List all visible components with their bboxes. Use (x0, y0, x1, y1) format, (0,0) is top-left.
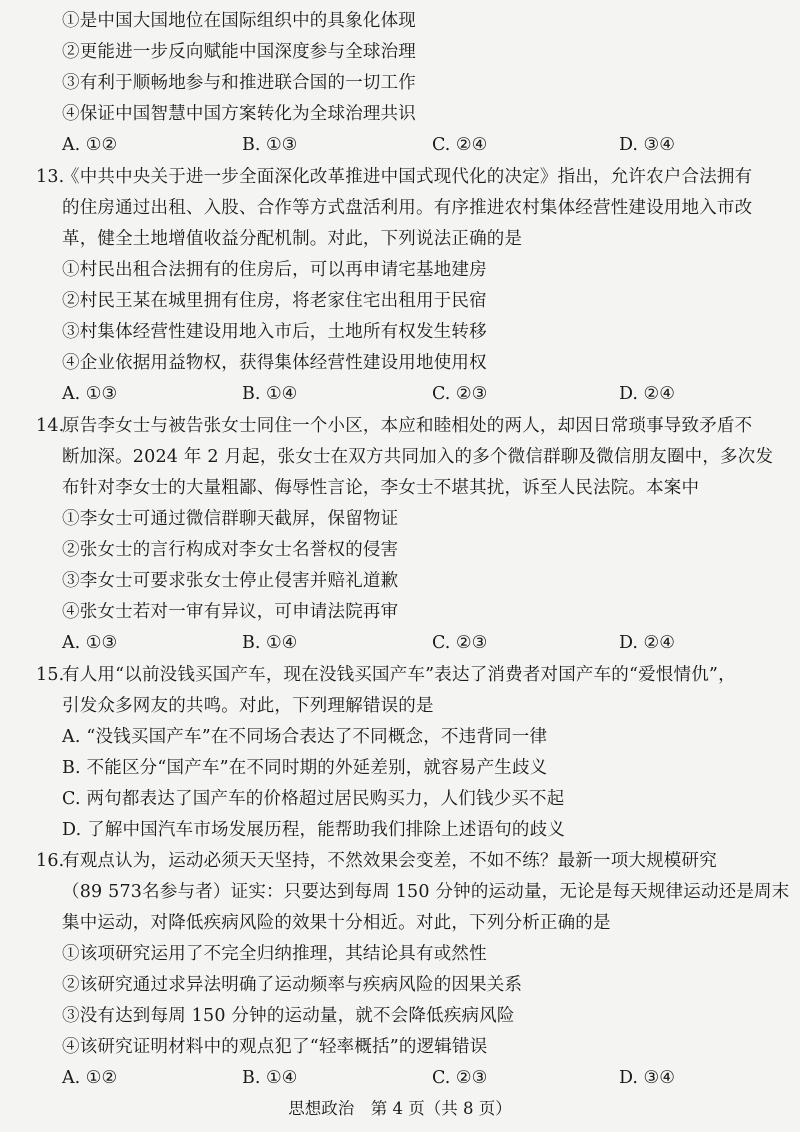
q14-option-1: ①李女士可通过微信群聊天截屏，保留物证 (62, 509, 399, 529)
q13-stem-line-1: 13.《中共中央关于进一步全面深化改革推进中国式现代化的决定》指出，允许农户合法拥有 (36, 167, 753, 187)
q15-option-c[interactable]: C. 两句都表达了国产车的价格超过居民购买力，人们钱少买不起 (62, 789, 565, 809)
q13-option-3: ③村集体经营性建设用地入市后，土地所有权发生转移 (62, 322, 487, 342)
q13-option-2: ②村民王某在城里拥有住房，将老家住宅出租用于民宿 (62, 291, 487, 311)
q12-option-1: ①是中国大国地位在国际组织中的具象化体现 (62, 11, 416, 31)
q14-choice-d[interactable]: D. ②④ (619, 633, 675, 653)
q16-choice-c[interactable]: C. ②③ (432, 1068, 488, 1088)
q14-choice-a[interactable]: A. ①③ (62, 633, 118, 653)
q16-choices (62, 1066, 762, 1090)
q12-option-4: ④保证中国智慧中国方案转化为全球治理共识 (62, 104, 416, 124)
q14-option-3: ③李女士可要求张女士停止侵害并赔礼道歉 (62, 571, 399, 591)
q15-option-d[interactable]: D. 了解中国汽车市场发展历程，能帮助我们排除上述语句的歧义 (62, 820, 566, 840)
q15-number: 15. (36, 665, 65, 685)
page-footer: 思想政治 第 4 页（共 8 页） (288, 1099, 512, 1118)
q12-choice-a[interactable]: A. ①② (62, 135, 118, 155)
q13-choice-a[interactable]: A. ①③ (62, 384, 118, 404)
q13-number: 13. (36, 167, 65, 187)
q12-choices (62, 133, 762, 157)
q13-choice-b[interactable]: B. ①④ (242, 384, 298, 404)
q16-stem-line-3: 集中运动，对降低疾病风险的效果十分相近。对此，下列分析正确的是 (62, 913, 611, 933)
q12-choice-d[interactable]: D. ③④ (619, 135, 675, 155)
q13-choices (62, 382, 762, 406)
q16-option-3: ③没有达到每周 150 分钟的运动量，就不会降低疾病风险 (62, 1006, 515, 1026)
q14-option-2: ②张女士的言行构成对李女士名誉权的侵害 (62, 540, 399, 560)
q16-choice-d[interactable]: D. ③④ (619, 1068, 675, 1088)
q14-stem-line-2: 断加深。2024 年 2 月起，张女士在双方共同加入的多个微信群聊及微信朋友圈中，多次发 (62, 447, 774, 467)
q15-stem-line-1: 15.有人用“以前没钱买国产车，现在没钱买国产车”表达了消费者对国产车的“爱恨情仇”， (36, 665, 736, 685)
q12-option-3: ③有利于顺畅地参与和推进联合国的一切工作 (62, 73, 416, 93)
q13-choice-d[interactable]: D. ②④ (619, 384, 675, 404)
q13-option-1: ①村民出租合法拥有的住房后，可以再申请宅基地建房 (62, 260, 487, 280)
q16-option-4: ④该研究证明材料中的观点犯了“轻率概括”的逻辑错误 (62, 1037, 488, 1057)
q13-option-4: ④企业依据用益物权，获得集体经营性建设用地使用权 (62, 353, 487, 373)
q13-stem-line-3: 革，健全土地增值收益分配机制。对此，下列说法正确的是 (62, 229, 523, 249)
q12-choice-b[interactable]: B. ①③ (242, 135, 298, 155)
q13-choice-c[interactable]: C. ②③ (432, 384, 488, 404)
q14-choices (62, 631, 762, 655)
q14-choice-b[interactable]: B. ①④ (242, 633, 298, 653)
q15-stem-line-2: 引发众多网友的共鸣。对此，下列理解错误的是 (62, 696, 434, 716)
q16-option-2: ②该研究通过求异法明确了运动频率与疾病风险的因果关系 (62, 975, 523, 995)
q12-choice-c[interactable]: C. ②④ (432, 135, 488, 155)
q15-option-b[interactable]: B. 不能区分“国产车”在不同时期的外延差别，就容易产生歧义 (62, 758, 548, 778)
q12-option-2: ②更能进一步反向赋能中国深度参与全球治理 (62, 42, 416, 62)
q15-option-a[interactable]: A. “没钱买国产车”在不同场合表达了不同概念，不违背同一律 (62, 727, 548, 747)
q16-stem-line-2: （89 573名参与者）证实：只要达到每周 150 分钟的运动量，无论是每天规律运动还是周末 (62, 882, 790, 902)
q14-choice-c[interactable]: C. ②③ (432, 633, 488, 653)
q16-choice-b[interactable]: B. ①④ (242, 1068, 298, 1088)
q14-number: 14. (36, 416, 65, 436)
q14-stem-line-3: 布针对李女士的大量粗鄙、侮辱性言论，李女士不堪其扰，诉至人民法院。本案中 (62, 478, 700, 498)
q16-number: 16. (36, 851, 65, 871)
q14-stem-line-1: 14.原告李女士与被告张女士同住一个小区，本应和睦相处的两人，却因日常琐事导致矛盾不 (36, 416, 753, 436)
q13-stem-line-2: 的住房通过出租、入股、合作等方式盘活利用。有序推进农村集体经营性建设用地入市改 (62, 198, 753, 218)
q16-stem-line-1: 16.有观点认为，运动必须天天坚持，不然效果会变差，不如不练？最新一项大规模研究 (36, 851, 717, 871)
q14-option-4: ④张女士若对一审有异议，可申请法院再审 (62, 602, 399, 622)
q16-option-1: ①该项研究运用了不完全归纳推理，其结论具有或然性 (62, 944, 487, 964)
q16-choice-a[interactable]: A. ①② (62, 1068, 118, 1088)
